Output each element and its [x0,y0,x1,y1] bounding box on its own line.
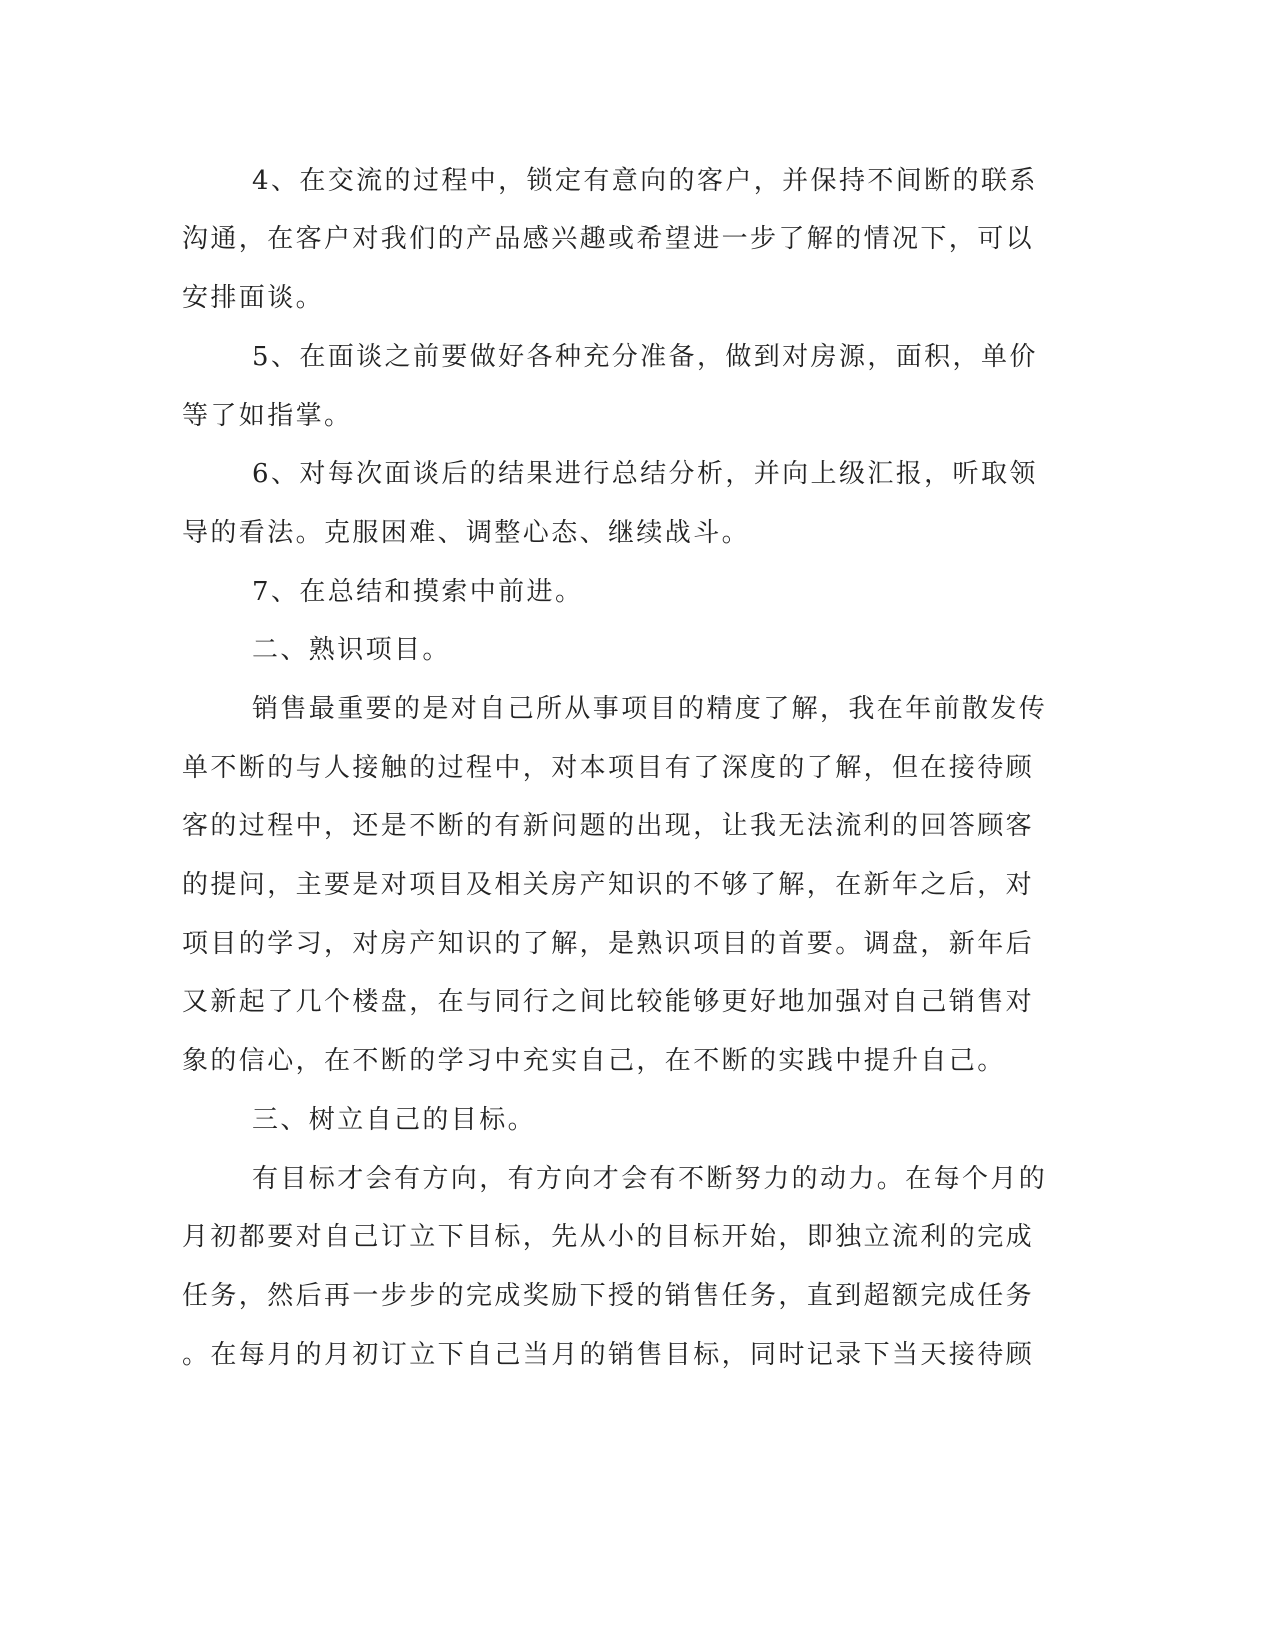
paragraph-line: 。在每月的月初订立下自己当月的销售目标，同时记录下当天接待顾 [182,1340,1035,1370]
paragraph-line: 安排面谈。 [182,283,325,313]
paragraph-line: 月初都要对自己订立下目标，先从小的目标开始，即独立流利的完成 [182,1222,1035,1252]
paragraph-line: 4、在交流的过程中，锁定有意向的客户，并保持不间断的联系 [252,166,1038,196]
paragraph-line: 的提问，主要是对项目及相关房产知识的不够了解，在新年之后，对 [182,870,1035,900]
paragraph-line: 销售最重要的是对自己所从事项目的精度了解，我在年前散发传 [252,694,1048,724]
paragraph-line: 5、在面谈之前要做好各种充分准备，做到对房源，面积，单价 [252,342,1038,372]
paragraph-line: 单不断的与人接触的过程中，对本项目有了深度的了解，但在接待顾 [182,753,1035,783]
paragraph-line: 有目标才会有方向，有方向才会有不断努力的动力。在每个月的 [252,1164,1048,1194]
section-heading: 二、熟识项目。 [252,635,451,665]
paragraph-line: 象的信心，在不断的学习中充实自己，在不断的实践中提升自己。 [182,1046,1006,1076]
section-heading: 三、树立自己的目标。 [252,1105,537,1135]
paragraph-line: 7、在总结和摸索中前进。 [252,577,584,607]
paragraph-line: 等了如指掌。 [182,401,353,431]
paragraph-line: 导的看法。克服困难、调整心态、继续战斗。 [182,518,751,548]
paragraph-line: 任务，然后再一步步的完成奖励下授的销售任务，直到超额完成任务 [182,1281,1035,1311]
paragraph-line: 又新起了几个楼盘，在与同行之间比较能够更好地加强对自己销售对 [182,987,1035,1017]
paragraph-line: 6、对每次面谈后的结果进行总结分析，并向上级汇报，听取领 [252,459,1038,489]
paragraph-line: 沟通，在客户对我们的产品感兴趣或希望进一步了解的情况下，可以 [182,224,1035,254]
paragraph-line: 客的过程中，还是不断的有新问题的出现，让我无法流利的回答顾客 [182,811,1035,841]
paragraph-line: 项目的学习，对房产知识的了解，是熟识项目的首要。调盘，新年后 [182,929,1035,959]
